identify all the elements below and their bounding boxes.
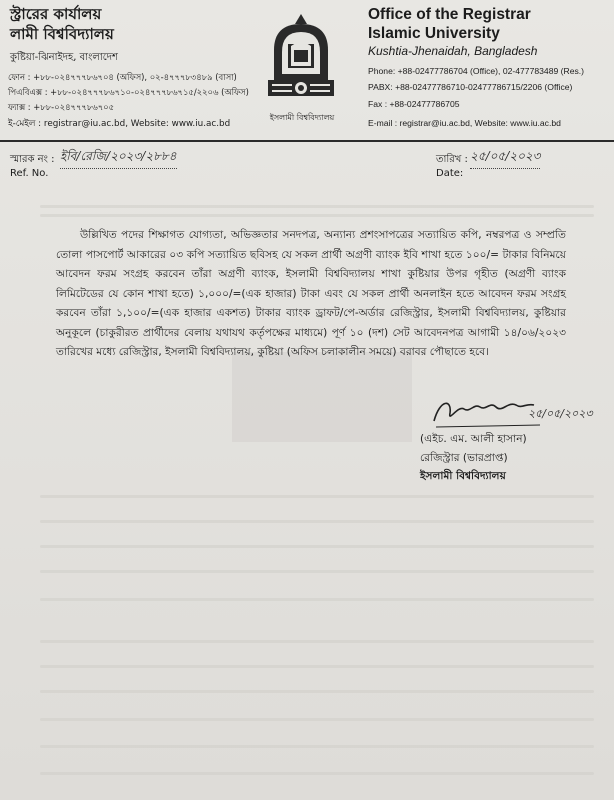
date-label-bn: তারিখ : [436, 154, 468, 165]
signature-date: ২৫/০৫/২০২৩ [528, 407, 593, 420]
logo-caption: ইসলামী বিশ্ববিদ্যালয় [269, 113, 335, 122]
bleed-through-line [40, 690, 594, 693]
university-logo [258, 10, 344, 108]
ref-number: ইবি/রেজি/২০২৩/২৮৮৪ [60, 148, 177, 169]
ref-label-en: Ref. No. [10, 168, 49, 179]
phone-bn: ফোন : +৮৮-০২৪৭৭৭৮৬৭০৪ (অফিস), ০২-৪৭৭৭৮৩৪৮৯ (বাসা) [8, 72, 237, 82]
bleed-through-line [40, 598, 594, 601]
bleed-through-line [40, 520, 594, 523]
bleed-through-line [40, 772, 594, 775]
phone-en: Phone: +88-02477786704 (Office), 02-477783489 (Res.) [368, 66, 585, 76]
bleed-through-line [40, 640, 594, 643]
bleed-through-line [40, 205, 594, 208]
date-value: ২৫/০৫/২০২৩ [470, 148, 540, 169]
fax-bn: ফ্যাক্স : +৮৮-০২৪৭৭৭৮৬৭০৫ [8, 102, 115, 112]
signatory-name: (এইচ. এম. আলী হাসান) [420, 433, 527, 445]
email-web-bn: ই-মেইল : registrar@iu.ac.bd, Website: www.iu.ac.bd [8, 119, 231, 129]
date-label-en: Date: [436, 168, 464, 179]
bleed-through-line [40, 570, 594, 573]
bleed-through-line [40, 665, 594, 668]
location-en: Kushtia-Jhenaidah, Bangladesh [368, 44, 538, 58]
pabx-bn: পিএবিএক্স : +৮৮-০২৪৭৭৭৮৬৭১০-০২৪৭৭৭৮৬৭১৫/২২০৬ (অফিস) [8, 87, 249, 97]
header-divider [0, 140, 614, 142]
pabx-en: PABX: +88-02477786710-02477786715/2206 (Office) [368, 82, 573, 92]
signatory-university: ইসলামী বিশ্ববিদ্যালয় [420, 470, 506, 482]
bleed-through-line [40, 545, 594, 548]
bleed-through-block [232, 352, 412, 442]
bleed-through-line [40, 718, 594, 721]
office-title-bn: স্ট্রারের কার্যালয় [10, 5, 102, 23]
bleed-through-line [40, 745, 594, 748]
university-name-en: Islamic University [368, 25, 500, 42]
bleed-through-line [40, 495, 594, 498]
ref-label-bn: স্মারক নং : [10, 154, 55, 165]
fax-en: Fax : +88-02477786705 [368, 99, 460, 109]
location-bn: কুষ্টিয়া-ঝিনাইদহ, বাংলাদেশ [10, 52, 118, 63]
notice-body: উল্লিখিত পদের শিক্ষাগত যোগ্যতা, অভিজ্ঞতার সনদপত্র, অন্যান্য প্রশংসাপত্রের সত্যায়িত কপি, নম্বরপত্র ও সম্প্রতি তোলা পাসপোর্ট আকারের ০৩ কপি সত্যায়িত ছবিসহ যে সকল প্রার্থী অগ্রণী ব্যাংক ইবি শাখা হতে ১০০/= টাকার বিনিময়ে আবেদন ফরম সংগ্রহ করবেন তাঁরা অগ্রণী ব্যাংক, ইসলামী বিশ্ববিদ্যালয় শাখা কুষ্টিয়ার উপর গৃহীত (অগ্রণী ব্যাংক লিমিটেডের যে কোন শাখা হতে) ১,০০০/=(এক হাজার) টাকা এবং যে সকল প্রার্থী অনলাইন হতে আবেদন ফরম সংগ্রহ করবেন তাঁরা ১,১০০/=(এক হাজার একশত) টাকার ব্যাংক ড্রাফট/পে-অর্ডার রেজিস্ট্রার, ইসলামী বিশ্ববিদ্যালয়, কুষ্টিয়ার অনুকূলে (চাকুরীরত প্রার্থীদের বেলায় যথাযথ কর্তৃপক্ষের মাধ্যমে) পূর্ণ ১০ (দশ) সেট আবেদনপত্র আগামী ১৪/০৬/২০২৩ তারিখের মধ্যে রেজিস্ট্রার, ইসলামী বিশ্ববিদ্যালয়, কুষ্টিয়া (অফিস চলাকালীন সময়ে) বরাবর পৌছাতে হবে। [56, 229, 566, 358]
office-title-en: Office of the Registrar [368, 6, 531, 23]
email-web-en: E-mail : registrar@iu.ac.bd, Website: www.iu.ac.bd [368, 118, 561, 128]
letterhead-bengali [0, 0, 255, 136]
bleed-through-line [40, 214, 594, 217]
signatory-designation: রেজিস্ট্রার (ভারপ্রাপ্ত) [420, 452, 508, 464]
university-name-bn: লামী বিশ্ববিদ্যালয় [10, 25, 114, 43]
